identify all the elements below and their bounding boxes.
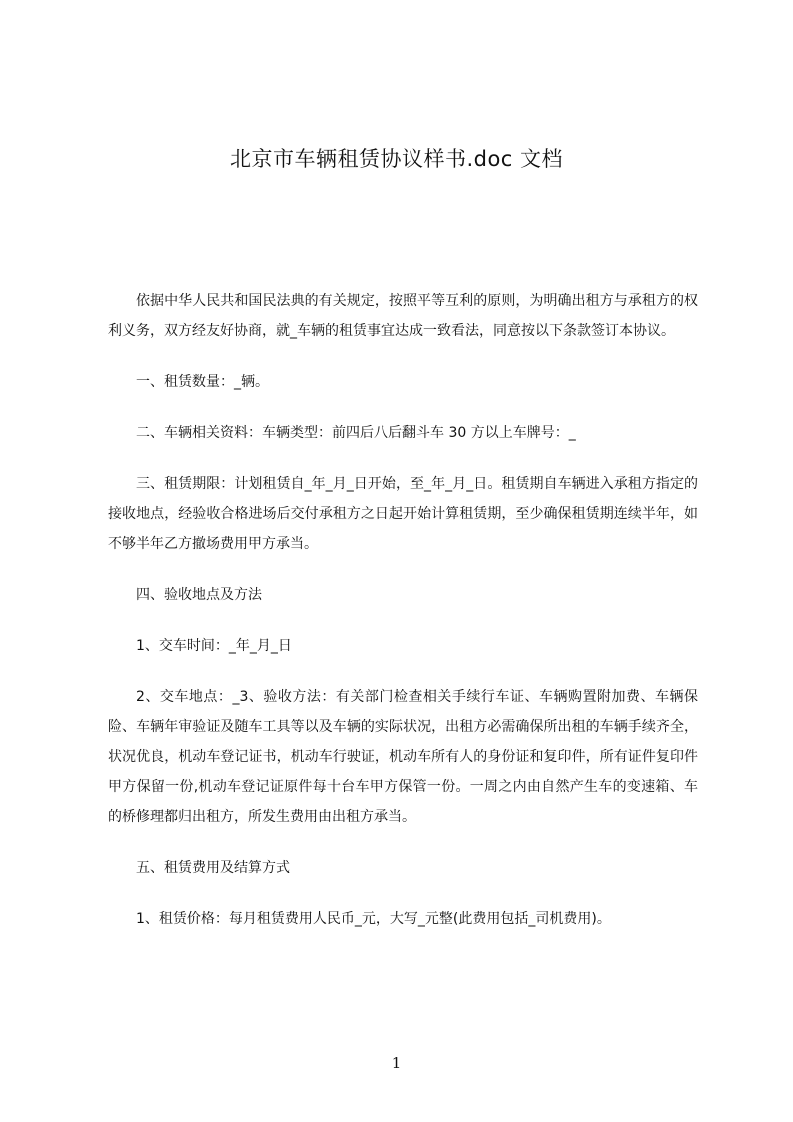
paragraph-vehicle-info: 二、车辆相关资料：车辆类型：前四后八后翻斗车 30 方以上车牌号：_ xyxy=(136,425,576,441)
paragraph-fees-heading: 五、租赁费用及结算方式 xyxy=(136,860,290,876)
paragraph-rental-price: 1、租赁价格：每月租赁费用人民币_元，大写_元整(此费用包括_司机费用)。 xyxy=(136,911,611,927)
paragraph-inspection-heading: 四、验收地点及方法 xyxy=(136,587,262,603)
document-title: 北京市车辆租赁协议样书.doc 文档 xyxy=(229,147,564,171)
paragraph-delivery-time: 1、交车时间：_年_月_日 xyxy=(136,638,292,654)
paragraph-delivery-location: 2、交车地点：_3、验收方法：有关部门检查相关手续行车证、车辆购置附加费、车辆保险、车辆年审验证及随车工具等以及车辆的实际状况，出租方必需确保所出租的车辆手续齐全，状况优良，机动车登记证书，机动车行驶证，机动车所有人的身份证和复印件，所有证件复印件甲方保留一份,机动车登记证原件每十台车甲方保管一份。一周之内由自然产生车的变速箱、车的桥修理都归出租方，所发生费用由出租方承当。 xyxy=(108,689,698,825)
paragraph-rental-quantity: 一、租赁数量：_辆。 xyxy=(136,374,269,390)
paragraph-rental-term: 三、租赁期限：计划租赁自_年_月_日开始，至_年_月_日。租赁期自车辆进入承租方指定的接收地点，经验收合格进场后交付承租方之日起开始计算租赁期，至少确保租赁期连续半年，如不够半年乙方撤场费用甲方承当。 xyxy=(108,476,698,552)
document-body xyxy=(108,286,698,934)
paragraph-preamble: 依据中华人民共和国民法典的有关规定，按照平等互利的原则，为明确出租方与承租方的权利义务，双方经友好协商，就_车辆的租赁事宜达成一致看法，同意按以下条款签订本协议。 xyxy=(108,293,698,339)
page-number: 1 xyxy=(391,1054,402,1072)
